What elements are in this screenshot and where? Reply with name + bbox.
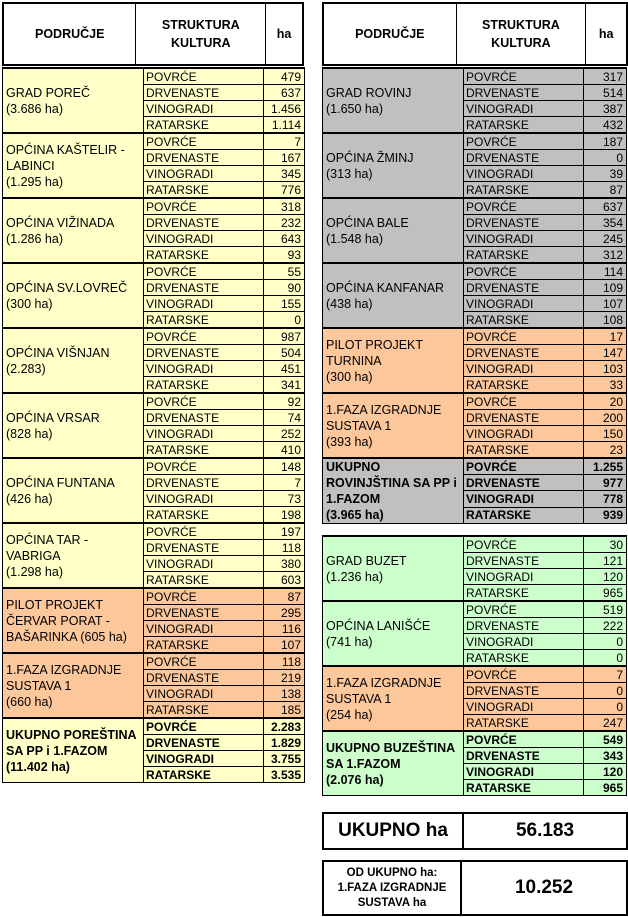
area-name	[323, 458, 464, 524]
crop-ha: 637	[264, 85, 305, 101]
crop-type: VINOGRADI	[464, 296, 584, 312]
area-name	[323, 601, 464, 666]
crop-ha: 0	[584, 699, 627, 715]
total-value: 56.183	[515, 820, 575, 841]
crop-type: POVRĆE	[144, 198, 264, 215]
crop-type: VINOGRADI	[464, 634, 584, 650]
table-row	[323, 263, 627, 280]
crop-type: DRVENASTE	[464, 683, 584, 699]
crop-ha: 87	[584, 182, 627, 199]
crop-ha: 120	[584, 764, 627, 780]
phase-total-label: OD UKUPNO ha: 1.FAZA IZGRADNJE SUSTAVA ha	[324, 862, 462, 914]
crop-type: DRVENASTE	[464, 85, 584, 101]
right-crop-table-top	[322, 67, 627, 524]
crop-ha: 147	[584, 345, 627, 361]
crop-type: DRVENASTE	[464, 748, 584, 764]
crop-type: VINOGRADI	[144, 361, 264, 377]
crop-ha: 451	[264, 361, 305, 377]
header-ha: ha	[598, 27, 614, 41]
crop-ha: 549	[584, 731, 627, 748]
header-ha: ha	[276, 27, 292, 41]
table-row	[3, 653, 305, 670]
crop-type: RATARSKE	[144, 377, 264, 394]
area-name	[323, 133, 464, 198]
area-name	[3, 263, 144, 328]
area-size: (1.286 ha)	[6, 231, 63, 246]
crop-type: POVRĆE	[464, 328, 584, 345]
area-title: OPĆINA BALE	[326, 215, 409, 230]
area-name	[323, 328, 464, 393]
crop-type: DRVENASTE	[144, 540, 264, 556]
area-size: (1.298 ha)	[6, 564, 63, 579]
crop-type: POVRĆE	[144, 133, 264, 150]
phase-total-value: 10.252	[514, 877, 574, 898]
crop-ha: 200	[584, 410, 627, 426]
crop-ha: 479	[264, 68, 305, 85]
crop-type: POVRĆE	[144, 718, 264, 735]
crop-type: DRVENASTE	[144, 345, 264, 361]
right-crop-table-bottom	[322, 535, 627, 796]
header-structure: STRUKTURA KULTURA	[136, 4, 266, 64]
crop-type: VINOGRADI	[464, 699, 584, 715]
crop-ha: 637	[584, 198, 627, 215]
crop-type: DRVENASTE	[144, 215, 264, 231]
area-size: (1.548 ha)	[326, 231, 383, 246]
crop-ha: 514	[584, 85, 627, 101]
table-row	[3, 588, 305, 605]
area-title: UKUPNO BUZEŠTINA SA 1.FAZOM	[326, 740, 455, 771]
crop-type: DRVENASTE	[464, 618, 584, 634]
header-area: PODRUČJE	[4, 4, 136, 64]
crop-ha: 30	[584, 536, 627, 553]
table-row	[323, 393, 627, 410]
area-title: 1.FAZA IZGRADNJE SUSTAVA 1	[326, 402, 442, 433]
crop-type: POVRĆE	[144, 653, 264, 670]
crop-ha: 33	[584, 377, 627, 394]
crop-type: DRVENASTE	[464, 475, 584, 491]
crop-ha: 0	[584, 634, 627, 650]
area-size: (426 ha)	[6, 491, 53, 506]
table-row	[3, 393, 305, 410]
crop-ha: 939	[584, 507, 627, 523]
crop-type: DRVENASTE	[144, 735, 264, 751]
area-title: OPĆINA VRSAR	[6, 410, 100, 425]
area-title: 1.FAZA IZGRADNJE SUSTAVA 1	[326, 675, 442, 706]
crop-type: DRVENASTE	[464, 150, 584, 166]
crop-type: DRVENASTE	[144, 280, 264, 296]
crop-ha: 252	[264, 426, 305, 442]
crop-ha: 87	[264, 588, 305, 605]
crop-ha: 603	[264, 572, 305, 589]
crop-type: RATARSKE	[464, 780, 584, 796]
crop-type: POVRĆE	[464, 458, 584, 475]
crop-ha: 55	[264, 263, 305, 280]
crop-type: POVRĆE	[464, 536, 584, 553]
crop-ha: 107	[584, 296, 627, 312]
crop-type: RATARSKE	[144, 507, 264, 524]
crop-ha: 295	[264, 605, 305, 621]
crop-ha: 643	[264, 231, 305, 247]
crop-type: VINOGRADI	[464, 569, 584, 585]
area-name	[323, 198, 464, 263]
table-row	[3, 328, 305, 345]
area-name	[323, 393, 464, 458]
area-size: (1.650 ha)	[326, 101, 383, 116]
crop-ha: 150	[584, 426, 627, 442]
crop-ha: 219	[264, 670, 305, 686]
area-title: OPĆINA TAR - VABRIGA	[6, 532, 89, 563]
area-title: PILOT PROJEKT TURNINA	[326, 337, 423, 368]
crop-ha: 109	[584, 280, 627, 296]
crop-ha: 0	[264, 312, 305, 329]
crop-type: POVRĆE	[144, 328, 264, 345]
crop-type: RATARSKE	[464, 377, 584, 394]
area-title: GRAD POREČ	[6, 85, 91, 100]
table-row	[323, 68, 627, 85]
crop-ha: 118	[264, 653, 305, 670]
crop-ha: 987	[264, 328, 305, 345]
crop-type: DRVENASTE	[144, 605, 264, 621]
area-name	[323, 263, 464, 328]
crop-type: VINOGRADI	[144, 556, 264, 572]
area-size: (313 ha)	[326, 166, 373, 181]
total-label: UKUPNO ha	[324, 814, 464, 848]
total-box	[322, 812, 628, 850]
crop-ha: 778	[584, 491, 627, 507]
table-row	[3, 458, 305, 475]
crop-ha: 107	[264, 637, 305, 654]
crop-ha: 410	[264, 442, 305, 459]
table-row	[3, 263, 305, 280]
crop-type: VINOGRADI	[464, 426, 584, 442]
crop-ha: 519	[584, 601, 627, 618]
crop-ha: 7	[264, 475, 305, 491]
crop-ha: 432	[584, 117, 627, 134]
crop-type: RATARSKE	[144, 247, 264, 264]
crop-type: VINOGRADI	[144, 426, 264, 442]
area-title: PILOT PROJEKT ČERVAR PORAT - BAŠARINKA (605 ha)	[6, 597, 127, 644]
crop-ha: 341	[264, 377, 305, 394]
crop-type: DRVENASTE	[464, 410, 584, 426]
crop-ha: 2.283	[264, 718, 305, 735]
area-title: 1.FAZA IZGRADNJE SUSTAVA 1	[6, 662, 122, 693]
crop-type: DRVENASTE	[464, 280, 584, 296]
crop-type: POVRĆE	[464, 731, 584, 748]
table-row	[3, 718, 305, 735]
crop-type: POVRĆE	[144, 588, 264, 605]
crop-ha: 114	[584, 263, 627, 280]
table-row	[323, 666, 627, 683]
crop-ha: 187	[584, 133, 627, 150]
crop-type: POVRĆE	[144, 263, 264, 280]
crop-ha: 222	[584, 618, 627, 634]
area-size: (1.236 ha)	[326, 569, 383, 584]
area-size: (300 ha)	[6, 296, 53, 311]
crop-type: VINOGRADI	[144, 101, 264, 117]
crop-type: DRVENASTE	[464, 345, 584, 361]
crop-type: RATARSKE	[144, 312, 264, 329]
crop-type: VINOGRADI	[144, 686, 264, 702]
crop-ha: 0	[584, 650, 627, 667]
crop-ha: 1.255	[584, 458, 627, 475]
crop-type: VINOGRADI	[144, 296, 264, 312]
area-size: (2.076 ha)	[326, 772, 384, 787]
area-title: OPĆINA FUNTANA	[6, 475, 115, 490]
crop-type: RATARSKE	[144, 442, 264, 459]
crop-ha: 0	[584, 150, 627, 166]
crop-type: VINOGRADI	[464, 764, 584, 780]
crop-type: DRVENASTE	[144, 150, 264, 166]
crop-type: VINOGRADI	[144, 166, 264, 182]
area-size: (3.686 ha)	[6, 101, 63, 116]
area-title: OPĆINA ŽMINJ	[326, 150, 414, 165]
crop-ha: 155	[264, 296, 305, 312]
crop-ha: 345	[264, 166, 305, 182]
left-header	[2, 2, 304, 66]
area-name	[3, 718, 144, 783]
area-name	[3, 198, 144, 263]
area-name	[323, 731, 464, 796]
crop-type: RATARSKE	[464, 507, 584, 523]
crop-type: DRVENASTE	[464, 215, 584, 231]
table-row	[3, 68, 305, 85]
crop-type: RATARSKE	[464, 442, 584, 459]
crop-type: VINOGRADI	[144, 751, 264, 767]
area-title: GRAD ROVINJ	[326, 85, 412, 100]
area-title: OPĆINA SV.LOVREČ	[6, 280, 128, 295]
table-row	[323, 133, 627, 150]
area-name	[323, 68, 464, 133]
crop-ha: 39	[584, 166, 627, 182]
crop-type: VINOGRADI	[464, 166, 584, 182]
crop-type: RATARSKE	[464, 247, 584, 264]
area-size: (393 ha)	[326, 434, 373, 449]
crop-ha: 317	[584, 68, 627, 85]
crop-type: POVRĆE	[144, 523, 264, 540]
phase-total-box	[322, 860, 628, 916]
left-crop-table	[2, 67, 305, 783]
crop-type: RATARSKE	[144, 117, 264, 134]
crop-ha: 354	[584, 215, 627, 231]
area-title: OPĆINA LANIŠĆE	[326, 618, 431, 633]
area-name	[3, 68, 144, 133]
crop-type: DRVENASTE	[464, 553, 584, 569]
header-area: PODRUČJE	[324, 4, 457, 64]
area-size: (3.965 ha)	[326, 508, 384, 522]
crop-ha: 343	[584, 748, 627, 764]
area-title: OPĆINA VIŽINADA	[6, 215, 115, 230]
crop-ha: 0	[584, 683, 627, 699]
crop-ha: 108	[584, 312, 627, 329]
crop-ha: 197	[264, 523, 305, 540]
area-size: (438 ha)	[326, 296, 373, 311]
crop-type: RATARSKE	[144, 637, 264, 654]
crop-type: POVRĆE	[464, 393, 584, 410]
crop-type: DRVENASTE	[144, 475, 264, 491]
crop-ha: 504	[264, 345, 305, 361]
crop-ha: 167	[264, 150, 305, 166]
table-row	[3, 523, 305, 540]
crop-ha: 232	[264, 215, 305, 231]
table-row	[323, 536, 627, 553]
area-size: (254 ha)	[326, 707, 373, 722]
crop-type: POVRĆE	[464, 601, 584, 618]
area-name	[3, 523, 144, 588]
area-title: UKUPNO ROVINJŠTINA SA PP i 1.FAZOM	[326, 460, 457, 506]
crop-ha: 1.114	[264, 117, 305, 134]
area-size: (660 ha)	[6, 694, 53, 709]
crop-ha: 965	[584, 585, 627, 602]
crop-ha: 185	[264, 702, 305, 719]
crop-type: VINOGRADI	[464, 101, 584, 117]
table-row	[3, 133, 305, 150]
crop-type: RATARSKE	[464, 650, 584, 667]
crop-ha: 148	[264, 458, 305, 475]
crop-type: VINOGRADI	[144, 621, 264, 637]
crop-ha: 387	[584, 101, 627, 117]
area-size: (300 ha)	[326, 369, 373, 384]
crop-ha: 120	[584, 569, 627, 585]
area-name	[323, 666, 464, 731]
area-name	[323, 536, 464, 601]
area-title: GRAD BUZET	[326, 553, 407, 568]
header-structure: STRUKTURA KULTURA	[457, 4, 587, 64]
table-row	[3, 198, 305, 215]
crop-type: RATARSKE	[144, 182, 264, 199]
crop-type: VINOGRADI	[144, 491, 264, 507]
crop-ha: 23	[584, 442, 627, 459]
crop-type: RATARSKE	[464, 182, 584, 199]
crop-type: RATARSKE	[464, 715, 584, 732]
area-name	[3, 133, 144, 198]
crop-type: DRVENASTE	[144, 670, 264, 686]
area-size: (2.283)	[6, 361, 46, 376]
crop-type: RATARSKE	[144, 702, 264, 719]
crop-ha: 7	[584, 666, 627, 683]
crop-type: DRVENASTE	[144, 85, 264, 101]
crop-type: RATARSKE	[144, 767, 264, 783]
area-size: (741 ha)	[326, 634, 373, 649]
table-row	[323, 328, 627, 345]
crop-type: POVRĆE	[464, 133, 584, 150]
crop-ha: 92	[264, 393, 305, 410]
crop-ha: 138	[264, 686, 305, 702]
crop-type: POVRĆE	[144, 68, 264, 85]
crop-ha: 977	[584, 475, 627, 491]
area-size: (828 ha)	[6, 426, 53, 441]
area-title: OPĆINA KANFANAR	[326, 280, 445, 295]
crop-ha: 245	[584, 231, 627, 247]
crop-ha: 380	[264, 556, 305, 572]
crop-type: POVRĆE	[464, 198, 584, 215]
crop-ha: 312	[584, 247, 627, 264]
crop-type: POVRĆE	[464, 68, 584, 85]
area-title: OPĆINA VIŠNJAN	[6, 345, 110, 360]
table-row	[323, 458, 627, 475]
crop-ha: 3.755	[264, 751, 305, 767]
area-title: OPĆINA KAŠTELIR - LABINCI	[6, 142, 125, 173]
area-name	[3, 393, 144, 458]
table-row	[323, 601, 627, 618]
table-row	[323, 731, 627, 748]
crop-type: VINOGRADI	[464, 491, 584, 507]
crop-ha: 318	[264, 198, 305, 215]
crop-type: POVRĆE	[464, 263, 584, 280]
table-row	[323, 198, 627, 215]
crop-ha: 1.829	[264, 735, 305, 751]
crop-type: VINOGRADI	[464, 231, 584, 247]
crop-type: DRVENASTE	[144, 410, 264, 426]
crop-type: VINOGRADI	[464, 361, 584, 377]
crop-ha: 198	[264, 507, 305, 524]
area-name	[3, 328, 144, 393]
area-name	[3, 458, 144, 523]
crop-ha: 965	[584, 780, 627, 796]
crop-ha: 20	[584, 393, 627, 410]
crop-ha: 7	[264, 133, 305, 150]
crop-type: POVRĆE	[144, 393, 264, 410]
crop-ha: 74	[264, 410, 305, 426]
crop-ha: 118	[264, 540, 305, 556]
crop-ha: 247	[584, 715, 627, 732]
crop-type: RATARSKE	[464, 585, 584, 602]
crop-ha: 116	[264, 621, 305, 637]
crop-type: POVRĆE	[464, 666, 584, 683]
crop-ha: 17	[584, 328, 627, 345]
crop-type: VINOGRADI	[144, 231, 264, 247]
area-size: (11.402 ha)	[6, 759, 70, 774]
crop-ha: 121	[584, 553, 627, 569]
crop-type: POVRĆE	[144, 458, 264, 475]
crop-ha: 73	[264, 491, 305, 507]
right-header	[322, 2, 628, 66]
crop-ha: 3.535	[264, 767, 305, 783]
area-name	[3, 588, 144, 653]
crop-type: RATARSKE	[464, 312, 584, 329]
area-size: (1.295 ha)	[6, 174, 63, 189]
crop-ha: 90	[264, 280, 305, 296]
area-title: UKUPNO POREŠTINA SA PP i 1.FAZOM	[6, 727, 137, 758]
area-name	[3, 653, 144, 718]
crop-type: RATARSKE	[144, 572, 264, 589]
crop-ha: 776	[264, 182, 305, 199]
crop-ha: 93	[264, 247, 305, 264]
crop-ha: 1.456	[264, 101, 305, 117]
crop-ha: 103	[584, 361, 627, 377]
crop-type: RATARSKE	[464, 117, 584, 134]
